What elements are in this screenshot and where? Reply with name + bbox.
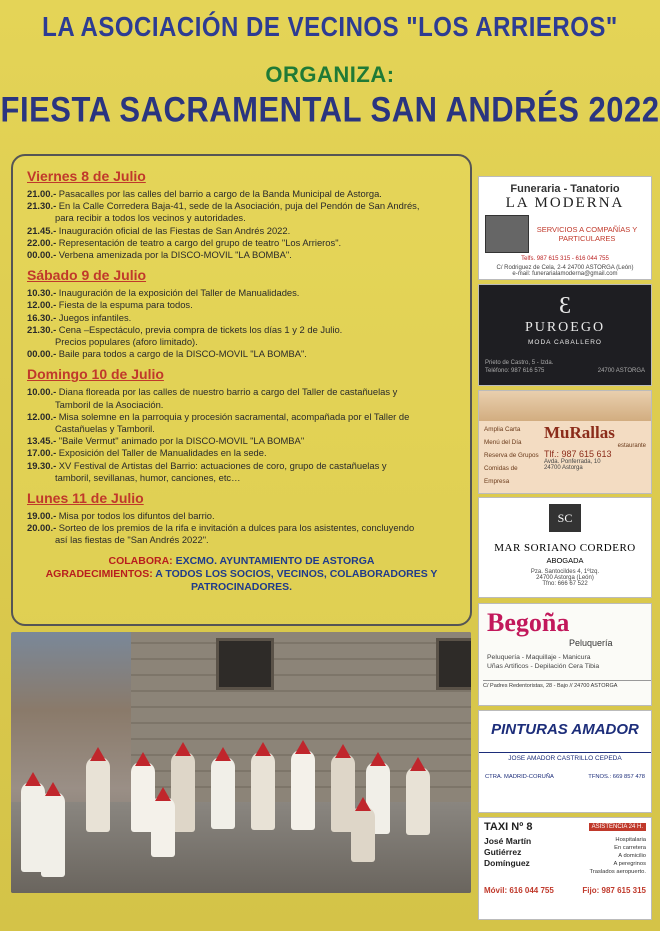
event-time: 17.00.- <box>27 447 57 459</box>
event-text: Diana floreada por las calles de nuestro barrio a cargo del Taller de castañuelas y <box>58 386 398 398</box>
funeraria-addr: C/ Rodriguez de Cela, 2-4 <box>496 265 566 271</box>
hearse-icon <box>485 215 529 253</box>
event-text: Representación de teatro a cargo del grupo de teatro "Los Arrieros". <box>58 236 342 248</box>
event-text: Fiesta de la espuma para todos. <box>58 299 193 311</box>
red-hat-icon <box>335 744 351 758</box>
window <box>216 638 274 690</box>
footer-colabora <box>27 555 456 594</box>
event-text: Inauguración de la exposición del Taller de Manualidades. <box>58 287 300 299</box>
program-box <box>11 154 472 626</box>
red-hat-icon <box>255 742 271 756</box>
murallas-sub: estaurante <box>617 443 646 449</box>
taxi-name3: Domínguez <box>484 858 530 868</box>
ad-puroego <box>478 284 652 386</box>
event-time: 10.30.- <box>27 287 57 299</box>
day-title: Viernes 8 de Julio <box>27 168 146 184</box>
event-text: Pasacalles por las calles del barrio a cargo de la Banda Municipal de Astorga. <box>58 188 382 199</box>
event-row <box>27 348 456 360</box>
soriano-name: MAR SORIANO CORDERO <box>494 542 636 554</box>
event-time: 21.45.- <box>27 224 57 236</box>
murallas-city: 24700 Astorga <box>544 465 583 471</box>
red-hat-icon <box>175 742 191 756</box>
red-hat-icon <box>295 740 311 754</box>
event-row <box>27 423 456 435</box>
red-hat-icon <box>45 782 61 796</box>
event-time: 00.00.- <box>27 249 57 261</box>
funeraria-city: 24700 ASTORGA (León) <box>567 265 634 271</box>
murallas-name: MuRallas <box>544 423 615 442</box>
ad-pinturas <box>478 710 652 813</box>
ad-taxi <box>478 817 652 920</box>
colabora-value: EXCMO. AYUNTAMIENTO DE ASTORGA <box>175 554 375 567</box>
event-text: Castañuelas y Tamboril. <box>55 423 155 435</box>
child-figure <box>406 767 430 835</box>
event-time: 20.00.- <box>27 522 57 534</box>
funeraria-line1: Funeraria - Tanatorio <box>510 183 620 195</box>
day-title: Domingo 10 de Julio <box>27 366 164 383</box>
ad-funeraria <box>478 176 652 280</box>
pinturas-name: PINTURAS AMADOR <box>491 721 639 738</box>
event-text: Misa solemne en la parroquia y procesión sacramental, acompañada por el Taller de <box>58 410 410 422</box>
event-row <box>27 411 456 423</box>
event-time: 10.00.- <box>27 386 57 398</box>
event-row <box>27 386 456 398</box>
event-row <box>27 212 456 224</box>
event-time: 12.00.- <box>27 410 57 422</box>
event-row <box>27 472 456 484</box>
event-text: Verbena amenizada por la DISCO-MOVIL "LA BOMBA". <box>58 249 292 261</box>
red-hat-icon <box>135 752 151 766</box>
event-row <box>27 534 456 546</box>
taxi-service: A domicilio <box>618 853 646 859</box>
ground <box>11 802 471 893</box>
day-title: Lunes 11 de Julio <box>27 490 144 507</box>
taxi-service: Traslados aeropuerto. <box>589 869 646 875</box>
event-text: Juegos infantiles. <box>58 311 132 323</box>
begona-line2: Uñas Artificos - Depilación Cera Tibia <box>487 663 600 670</box>
header-title: FIESTA SACRAMENTAL SAN ANDRÉS 2022 <box>0 89 660 130</box>
puroego-sub: MODA CABALLERO <box>528 339 602 346</box>
event-text: En la Calle Corredera Baja-41, sede de la Asociación, puja del Pendón de San Andrés, <box>58 200 420 212</box>
castle-skyline <box>479 391 651 421</box>
pinturas-owner: JOSE AMADOR CASTRILLO CEPEDA <box>479 752 651 762</box>
event-text: así las fiestas de "San Andrés 2022". <box>55 534 209 546</box>
taxi-title: TAXI Nº 8 <box>484 821 533 833</box>
event-time: 16.30.- <box>27 311 57 323</box>
child-figure <box>151 797 175 857</box>
taxi-fijo: Fijo: 987 615 315 <box>582 886 646 895</box>
puroego-name: PUROEGO <box>524 320 606 335</box>
soriano-addr: Pza. Santocildes 4, 1ºIzq. <box>530 569 600 575</box>
soriano-monogram: SC <box>549 504 581 532</box>
event-row <box>27 312 456 324</box>
event-text: Misa por todos los difuntos del barrio. <box>58 510 215 522</box>
taxi-name2: Gutiérrez <box>484 847 522 857</box>
red-hat-icon <box>370 752 386 766</box>
funeraria-name: LA MODERNA <box>505 195 625 211</box>
event-text: Cena –Espectáculo, previa compra de tickets los días 1 y 2 de Julio. <box>58 323 343 335</box>
event-row <box>27 287 456 299</box>
header-line1: LA ASOCIACIÓN DE VECINOS "LOS ARRIEROS" <box>42 11 618 43</box>
event-row <box>27 249 456 261</box>
event-time: 21.30.- <box>27 323 57 335</box>
red-hat-icon <box>90 747 106 761</box>
event-time: 00.00.- <box>27 348 57 360</box>
taxi-badge: ASISTENCIA 24 H. <box>589 823 646 831</box>
murallas-service: Menú del Día <box>484 439 522 446</box>
begona-name: Begoña <box>487 608 570 637</box>
event-time: 21.30.- <box>27 200 57 212</box>
event-text: tamboril, sevillanas, humor, canciones, etc… <box>55 471 241 483</box>
child-figure <box>211 757 235 829</box>
taxi-mobile: Móvil: 616 044 755 <box>484 886 554 895</box>
ad-begona <box>478 603 652 706</box>
event-row <box>27 510 456 522</box>
event-time: 21.00.- <box>27 188 57 199</box>
murallas-service: Reserva de Grupos <box>484 452 539 459</box>
event-text: Inauguración oficial de las Fiestas de San Andrés 2022. <box>58 224 291 236</box>
soriano-tel: Tfno: 666 67 522 <box>542 581 588 587</box>
event-time: 13.45.- <box>27 435 57 447</box>
event-row <box>27 324 456 336</box>
event-text: Tamboril de la Asociación. <box>55 398 164 410</box>
ad-murallas <box>478 390 652 494</box>
child-figure <box>41 792 65 877</box>
taxi-service: Hospitalaria <box>615 837 646 843</box>
soriano-role: ABOGADA <box>546 556 584 565</box>
event-row <box>27 447 456 459</box>
child-figure <box>351 807 375 862</box>
begona-line1: Peluquería - Maquillaje - Manicura <box>487 654 591 661</box>
puroego-city: 24700 ASTORGA <box>597 368 645 374</box>
event-text: XV Festival de Artistas del Barrio: actuaciones de coro, grupo de castañuelas y <box>58 459 387 471</box>
red-hat-icon <box>155 787 171 801</box>
event-text: Sorteo de los premios de la rifa e invitación a dulces para los asistentes, concluyendo <box>58 522 415 534</box>
child-figure <box>251 752 275 830</box>
day-title: Sábado 9 de Julio <box>27 267 147 284</box>
event-row <box>27 435 456 447</box>
red-hat-icon <box>410 757 426 771</box>
red-hat-icon <box>25 772 41 786</box>
event-text: para recibir a todos los vecinos y autoridades. <box>55 212 246 224</box>
event-time: 22.00.- <box>27 236 57 248</box>
red-hat-icon <box>215 747 231 761</box>
taxi-name1: José Martín <box>484 836 532 846</box>
taxi-service: A peregrinos <box>613 861 646 867</box>
event-row <box>27 188 456 200</box>
puroego-addr: Prieto de Castro, 5 - Izda. <box>485 360 554 366</box>
event-row <box>27 237 456 249</box>
ad-soriano <box>478 497 652 598</box>
event-time: 12.00.- <box>27 299 57 311</box>
event-text: Precios populares (aforo limitado). <box>55 336 198 348</box>
header-organiza: ORGANIZA: <box>265 62 395 87</box>
funeraria-email: e-mail: funerarialamoderna@gmail.com <box>512 271 618 277</box>
begona-addr: C/ Padres Redentoristas, 28 - Bajo // 24700 ASTORGA <box>483 680 651 689</box>
child-figure <box>86 757 110 832</box>
puroego-logo-icon: Ɛ <box>558 293 572 319</box>
murallas-service: Comidas de Empresa <box>484 465 518 485</box>
event-time: 19.00.- <box>27 510 57 522</box>
event-text: Baile para todos a cargo de la DISCO-MOVIL "LA BOMBA". <box>58 348 307 360</box>
event-row <box>27 399 456 411</box>
taxi-service: En carretera <box>614 845 646 851</box>
window <box>436 638 471 690</box>
event-row <box>27 522 456 534</box>
event-text: Exposición del Taller de Manualidades en la sede. <box>58 447 267 459</box>
pinturas-addr: CTRA. MADRID-CORUÑA <box>485 774 554 780</box>
event-row <box>27 336 456 348</box>
murallas-addr: Avda. Ponferrada, 10 <box>544 459 601 465</box>
event-row <box>27 299 456 311</box>
murallas-service: Amplia Carta <box>484 426 521 433</box>
agradecimientos-value: A TODOS LOS SOCIOS, VECINOS, COLABORADORES Y PATROCINADORES. <box>155 567 438 593</box>
begona-sub: Peluquería <box>569 638 613 648</box>
murallas-services <box>484 423 544 488</box>
murallas-tel: Tlf.: 987 615 613 <box>544 449 612 459</box>
event-row <box>27 460 456 472</box>
agradecimientos-label: AGRADECIMIENTOS: <box>45 567 153 580</box>
colabora-label: COLABORA: <box>108 554 173 567</box>
soriano-city: 24700 Astorga (León) <box>536 575 594 581</box>
red-hat-icon <box>355 797 371 811</box>
child-figure <box>291 750 315 830</box>
event-time: 19.30.- <box>27 459 57 471</box>
funeraria-services: SERVICIOS A COMPAÑÍAS Y PARTICULARES <box>536 225 638 243</box>
event-row <box>27 225 456 237</box>
event-text: "Baile Vermut" animado por la DISCO-MOVIL "LA BOMBA" <box>58 435 305 447</box>
funeraria-tel: Telfs. 987 615 315 - 616 044 755 <box>521 256 609 262</box>
event-row <box>27 200 456 212</box>
puroego-tel: Teléfono: 987 616 575 <box>485 368 545 374</box>
pinturas-tel: TFNOS.: 669 857 478 <box>588 774 645 780</box>
group-photo <box>11 632 471 893</box>
